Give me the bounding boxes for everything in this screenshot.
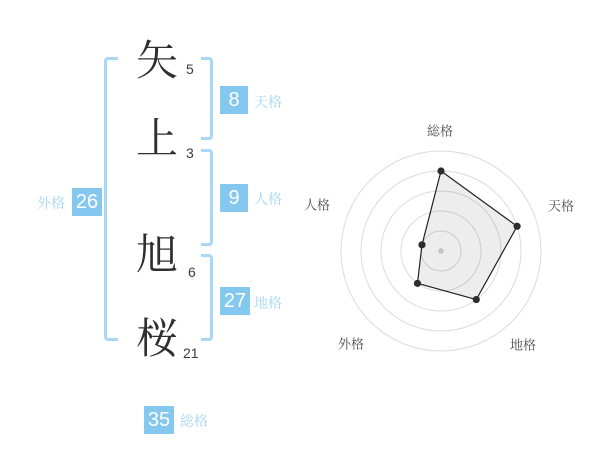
radar-axis-label: 人格 — [303, 197, 331, 213]
stroke-count-2: 3 — [186, 145, 194, 161]
radar-axis-label: 地格 — [509, 337, 537, 353]
tenkaku-bracket — [201, 57, 213, 140]
name-char-1: 矢 — [136, 37, 179, 84]
chikaku-value: 27 — [223, 290, 247, 312]
radar-axis-label: 外格 — [337, 336, 365, 352]
radar-center-dot — [438, 248, 444, 254]
stroke-count-4: 21 — [183, 345, 199, 361]
chikaku-value-badge — [220, 287, 250, 315]
jinkaku-label: 人格 — [254, 191, 282, 207]
radar-data-point — [437, 167, 444, 174]
gaikaku-value-badge — [72, 188, 102, 216]
radar-axis-label: 天格 — [547, 198, 575, 214]
chikaku-label: 地格 — [254, 295, 282, 311]
gaikaku-label: 外格 — [37, 195, 65, 211]
gaikaku-value: 26 — [75, 191, 99, 213]
radar-data-point — [418, 241, 425, 248]
name-char-3: 旭 — [136, 231, 179, 278]
tenkaku-value-badge — [220, 86, 248, 114]
jinkaku-bracket — [201, 149, 213, 246]
radar-chart — [281, 101, 600, 401]
radar-data-point — [414, 280, 421, 287]
name-char-2: 上 — [136, 115, 179, 162]
chikaku-bracket — [201, 254, 213, 341]
tenkaku-value: 8 — [228, 89, 240, 111]
stroke-count-1: 5 — [186, 61, 194, 77]
radar-axis-label: 総格 — [426, 123, 454, 139]
tenkaku-label: 天格 — [254, 94, 282, 110]
soukaku-value-badge — [144, 406, 174, 434]
stroke-count-3: 6 — [188, 264, 196, 280]
jinkaku-value: 9 — [228, 187, 240, 209]
gaikaku-bracket — [104, 57, 118, 341]
soukaku-value: 35 — [147, 409, 171, 431]
radar-data-point — [473, 296, 480, 303]
soukaku-label: 総格 — [180, 413, 208, 429]
radar-data-point — [513, 223, 520, 230]
name-char-4: 桜 — [136, 315, 179, 362]
jinkaku-value-badge — [220, 184, 248, 212]
radar-data-polygon — [417, 171, 517, 300]
